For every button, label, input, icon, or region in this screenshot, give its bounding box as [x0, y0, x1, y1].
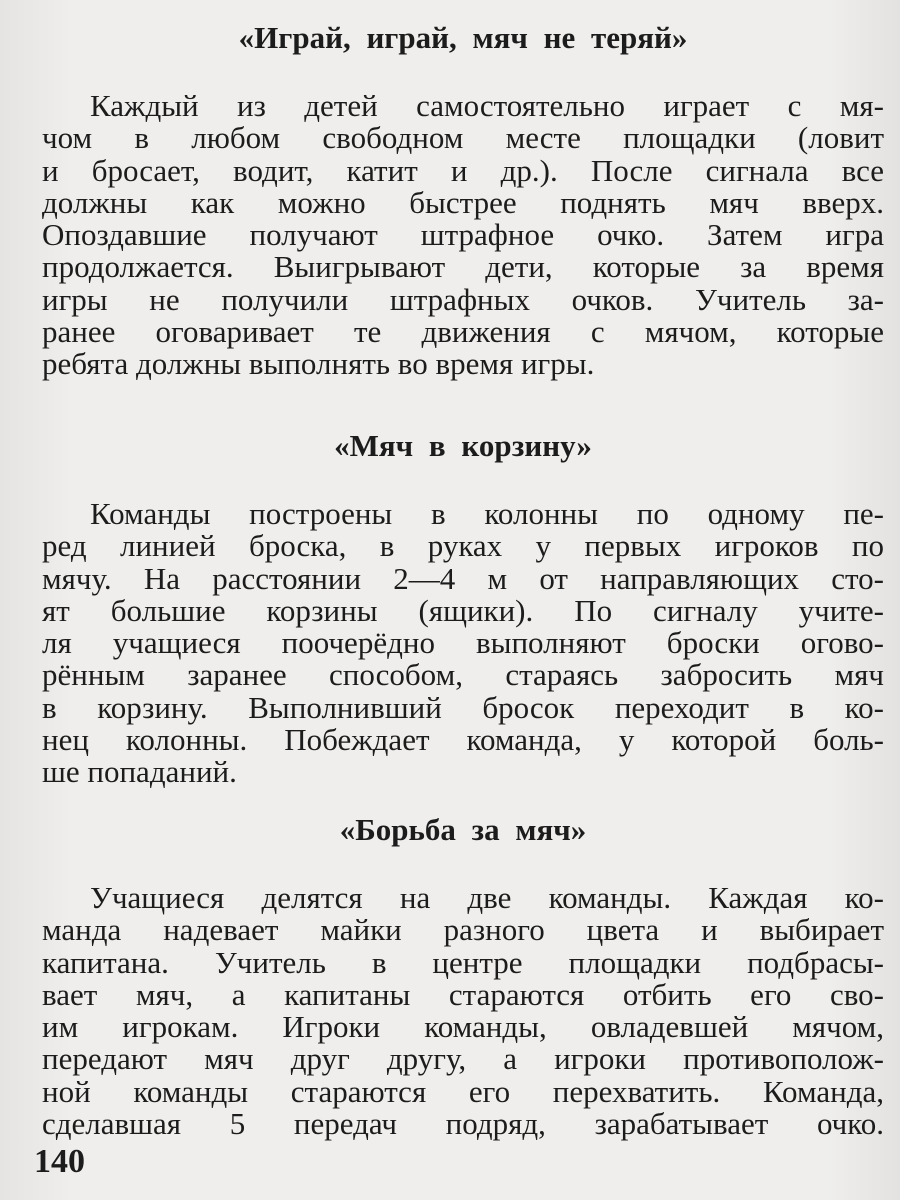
- page-number: 140: [34, 1143, 85, 1180]
- text-line: Учащиеся делятся на две команды. Каждая ко-: [90, 880, 884, 915]
- text-line: сделавшая 5 передач подряд, зарабатывает очко.: [42, 1106, 884, 1142]
- section-body: [42, 498, 884, 789]
- text-line: нец колонны. Побеждает команда, у которой боль-: [42, 722, 884, 758]
- text-line: ред линией броска, в руках у первых игроков по: [42, 528, 884, 564]
- section-body: [42, 90, 884, 381]
- game-section-2: [42, 428, 884, 789]
- section-body: [42, 882, 884, 1140]
- text-line: ля учащиеся поочерёдно выполняют броски огово-: [42, 625, 884, 661]
- text-line: ребята должны выполнять во время игры.: [42, 346, 595, 382]
- text-line: капитана. Учитель в центре площадки подбрасы-: [42, 944, 884, 980]
- text-line: и бросает, водит, катит и др.). После сигнала все: [42, 152, 884, 188]
- text-line: мячу. На расстоянии 2—4 м от направляющих сто-: [42, 560, 884, 596]
- text-line: Команды построены в колонны по одному пе-: [90, 496, 884, 531]
- text-line: должны как можно быстрее поднять мяч вверх.: [42, 184, 884, 220]
- text-line: передают мяч друг другу, а игроки противополож-: [42, 1041, 884, 1077]
- game-section-3: [42, 812, 884, 1140]
- game-section-1: [42, 20, 884, 381]
- text-line: Опоздавшие получают штрафное очко. Затем игра: [42, 217, 884, 253]
- text-line: продолжается. Выигрывают дети, которые за время: [42, 249, 884, 285]
- text-line: ше попаданий.: [42, 754, 237, 790]
- section-title: «Борьба за мяч»: [339, 812, 587, 847]
- text-line: чом в любом свободном месте площадки (ловит: [42, 120, 884, 156]
- text-line: игры не получили штрафных очков. Учитель за-: [42, 281, 884, 317]
- text-line: им игрокам. Игроки команды, овладевшей мячом,: [42, 1009, 884, 1045]
- text-line: ранее оговаривает те движения с мячом, которые: [42, 314, 884, 350]
- section-title: «Мяч в корзину»: [334, 428, 592, 463]
- text-line: ят большие корзины (ящики). По сигналу учите-: [42, 592, 884, 628]
- section-title: «Играй, играй, мяч не теряй»: [238, 20, 688, 55]
- text-line: ной команды стараются его перехватить. Команда,: [42, 1073, 884, 1109]
- text-line: рённым заранее способом, стараясь забросить мяч: [42, 657, 884, 693]
- text-line: Каждый из детей самостоятельно играет с мя-: [90, 88, 884, 123]
- text-line: в корзину. Выполнивший бросок переходит в ко-: [42, 689, 884, 725]
- text-line: манда надевает майки разного цвета и выбирает: [42, 912, 884, 948]
- text-line: вает мяч, а капитаны стараются отбить его сво-: [42, 976, 884, 1012]
